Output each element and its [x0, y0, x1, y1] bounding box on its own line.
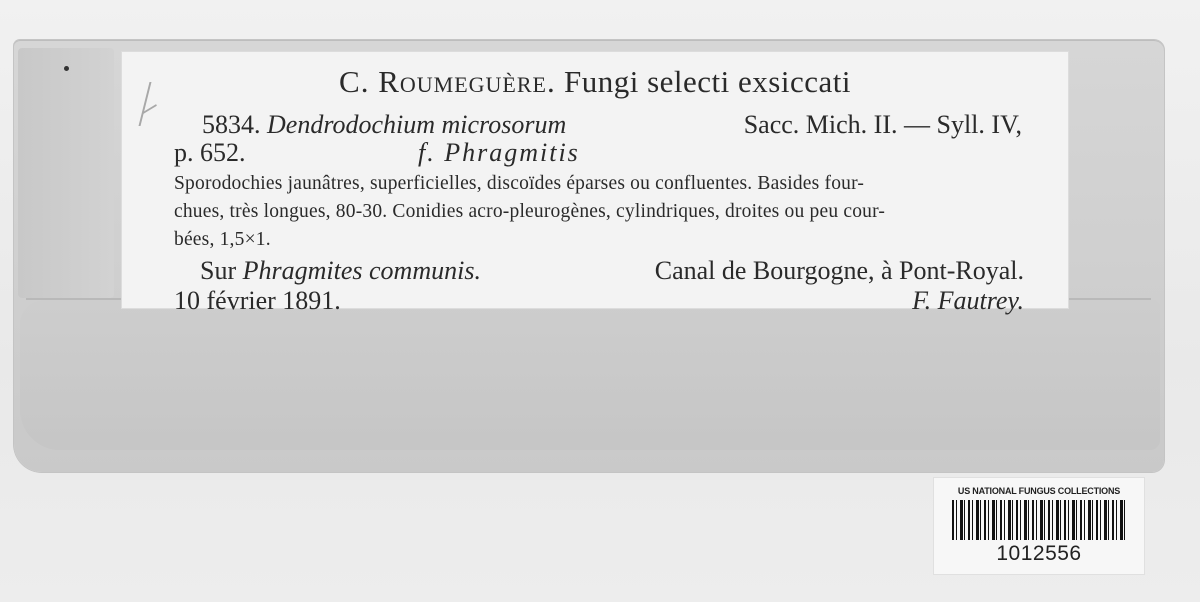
host-name: Phragmites communis. — [242, 256, 481, 285]
collection-date: 10 février 1891. — [174, 286, 341, 315]
label-header — [122, 64, 1068, 100]
entry-number-species — [202, 110, 566, 140]
date-collector-line — [174, 286, 1024, 316]
ink-dot — [64, 66, 69, 71]
locality-line — [200, 256, 1024, 286]
barcode-title: US NATIONAL FUNGUS COLLECTIONS — [957, 486, 1121, 496]
header-series: Fungi selecti exsiccati — [563, 64, 851, 99]
description-line: Sporodochies jaunâtres, superficielles, discoïdes éparses ou confluentes. Basides four- — [174, 173, 865, 194]
entry-line — [202, 110, 1022, 140]
header-author: C. Roumeguère. — [339, 64, 556, 99]
forma-name: f. Phragmitis — [418, 138, 580, 167]
citation: Sacc. Mich. II. — Syll. IV, — [743, 110, 1022, 139]
barcode-number: 1012556 — [996, 542, 1082, 565]
description-line: bées, 1,5×1. — [174, 229, 271, 250]
packet-left-fold — [18, 48, 114, 298]
collector-name: F. Fautrey. — [912, 286, 1024, 315]
packet-flap — [20, 300, 1160, 450]
barcode-tag — [934, 478, 1144, 574]
host-info — [200, 256, 481, 286]
description-line: chues, très longues, 80-30. Conidies acro-pleurogènes, cylindriques, droites ou peu cour- — [174, 201, 886, 222]
description — [174, 170, 1024, 254]
page-reference: p. 652. — [174, 138, 246, 167]
species-name: Dendrodochium microsorum — [267, 110, 567, 139]
locality-prefix: Sur — [200, 256, 237, 285]
entry-number: 5834. — [202, 110, 261, 139]
exsiccata-label — [122, 52, 1068, 315]
locality-name: Canal de Bourgogne, à Pont-Royal. — [654, 256, 1024, 285]
barcode-icon — [952, 500, 1128, 540]
